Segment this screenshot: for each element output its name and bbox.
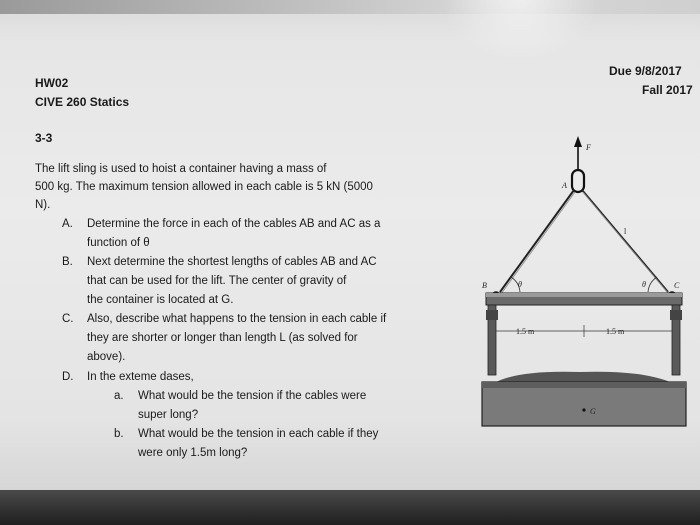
item-c-line-1: Also, describe what happens to the tension in each cable if <box>87 313 387 325</box>
label-length: l <box>624 227 627 236</box>
item-b-line-3: the container is located at G. <box>87 294 234 306</box>
label-c: C <box>674 281 680 290</box>
hanger-clamp-left <box>486 310 498 320</box>
label-b: B <box>482 281 487 290</box>
container-load <box>496 372 670 382</box>
due-date: Due 9/8/2017 <box>609 64 682 78</box>
item-d-label: D. <box>62 371 74 383</box>
ring-a <box>572 170 584 192</box>
label-f: F <box>586 143 591 152</box>
subitem-a-line-2: super long? <box>138 409 199 421</box>
cable-ac-shadow <box>583 192 669 294</box>
bottom-edge <box>0 490 700 525</box>
dim-left: 1.5 m <box>516 327 535 336</box>
angle-arc-right <box>648 277 657 292</box>
spreader-beam-highlight <box>486 293 682 297</box>
term: Fall 2017 <box>642 83 693 97</box>
label-g: G <box>590 407 596 416</box>
item-d-line-1: In the exteme dases, <box>87 371 194 383</box>
item-b-line-2: that can be used for the lift. The center of gravity of <box>87 275 347 287</box>
hanger-clamp-right <box>670 310 682 320</box>
item-a-line-1: Determine the force in each of the cables AB and AC as a <box>87 218 381 230</box>
label-a: A <box>562 181 567 190</box>
center-of-gravity-point <box>582 408 585 411</box>
label-theta-left: θ <box>518 280 522 289</box>
subitem-a-label: a. <box>114 390 124 402</box>
force-arrow-head <box>574 136 582 147</box>
container-rim <box>482 382 686 388</box>
item-a-line-2: function of θ <box>87 237 150 249</box>
subitem-b-line-2: were only 1.5m long? <box>138 447 248 459</box>
cable-ab <box>500 190 574 292</box>
item-a-label: A. <box>62 218 73 230</box>
cable-ab-shadow <box>501 192 575 294</box>
course-name: CIVE 260 Statics <box>35 95 130 109</box>
item-b-label: B. <box>62 256 73 268</box>
intro-line-1: The lift sling is used to hoist a container having a mass of <box>35 163 327 175</box>
subitem-b-label: b. <box>114 428 124 440</box>
cable-ac <box>582 190 668 292</box>
item-b-line-1: Next determine the shortest lengths of cables AB and AC <box>87 256 377 268</box>
item-c-label: C. <box>62 313 74 325</box>
item-c-line-3: above). <box>87 351 126 363</box>
label-theta-right: θ <box>642 280 646 289</box>
problem-number: 3-3 <box>35 131 53 145</box>
subitem-a-line-1: What would be the tension if the cables were <box>138 390 367 402</box>
subitem-b-line-1: What would be the tension in each cable if they <box>138 428 379 440</box>
container <box>482 382 686 426</box>
item-c-line-2: they are shorter or longer than length L (as solved for <box>87 332 358 344</box>
intro-line-3: N). <box>35 199 51 211</box>
dim-right: 1.5 m <box>606 327 625 336</box>
homework-number: HW02 <box>35 76 69 90</box>
intro-line-2: 500 kg. The maximum tension allowed in each cable is 5 kN (5000 <box>35 181 373 193</box>
